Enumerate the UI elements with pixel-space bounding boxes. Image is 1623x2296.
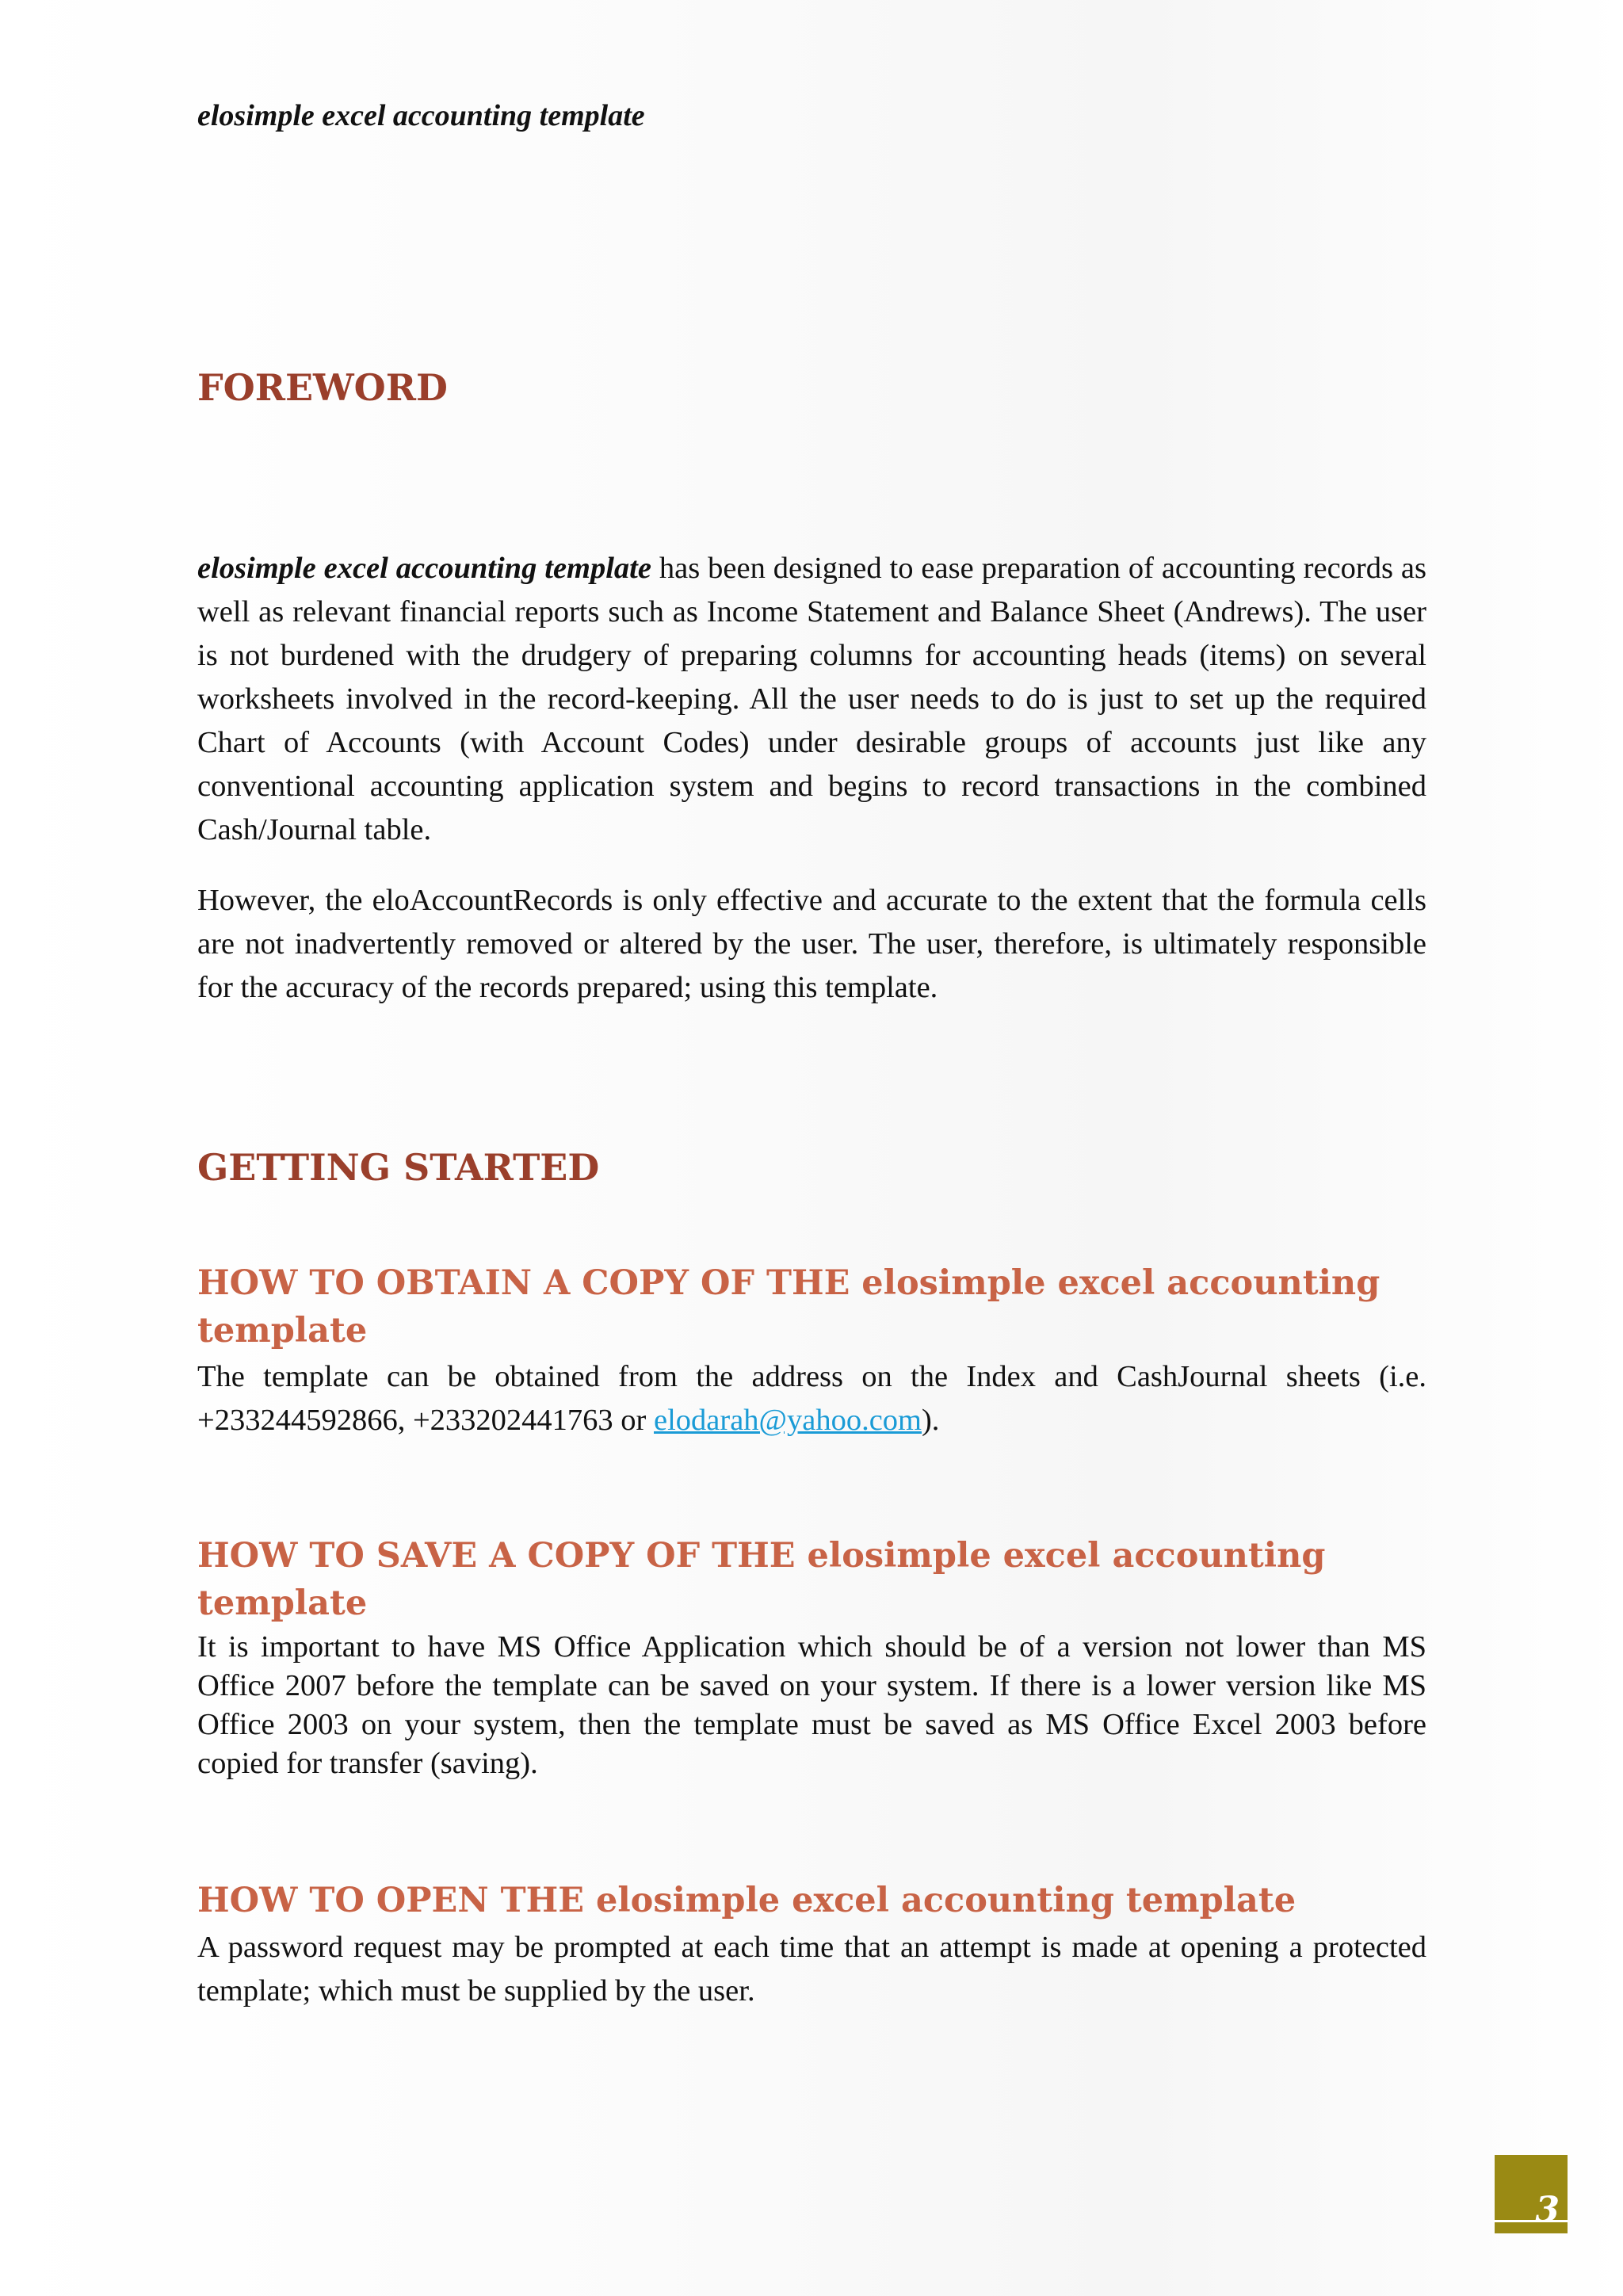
open-template-paragraph: A password request may be prompted at each time that an attempt is made at opening a protected template; which must be supplied by the user. [197,1931,1426,2008]
save-copy-heading: HOW TO SAVE A COPY OF THE elosimple excel accounting template [197,1536,1326,1623]
save-copy-paragraph: It is important to have MS Office Application which should be of a version not lower than MS Office 2007 before the template can be saved on your system. If there is a lower version like MS Office 2003 on your system, then the template must be saved as MS Office Excel 2003 before copied for transfer (saving). [197,1630,1426,1780]
foreword-lead-text: elosimple excel accounting template [197,552,651,585]
obtain-copy-paragraph [197,1355,1426,1442]
open-template-heading: HOW TO OPEN THE elosimple excel accounting template [197,1881,1296,1920]
foreword-heading: FOREWORD [197,366,448,409]
email-link[interactable]: elodarah@yahoo.com [654,1404,922,1437]
getting-started-heading: GETTING STARTED [197,1146,600,1189]
running-header: elosimple excel accounting template [197,99,645,132]
obtain-copy-heading: HOW TO OBTAIN A COPY OF THE elosimple excel accounting template [197,1263,1381,1350]
page-number-badge [1495,2155,1568,2233]
obtain-copy-text: The template can be obtained from the address on the Index and CashJournal sheets (i.e. +233244592866, +233202441763 or [197,1360,1426,1437]
foreword-paragraph-2: However, the eloAccountRecords is only effective and accurate to the extent that the formula cells are not inadvertently removed or altered by the user. The user, therefore, is ultimately responsible for the accuracy of the records prepared; using this template. [197,884,1426,1004]
foreword-paragraph-1 [197,547,1426,852]
obtain-copy-text-end: ). [921,1404,940,1437]
foreword-body-text: has been designed to ease preparation of accounting records as well as relevant financial reports such as Income Statement and Balance Sheet (Andrews). The user is not burdened with the drudgery of preparing columns for accounting heads (items) on several worksheets involved in the record-keeping. All the user needs to do is just to set up the required Chart of Accounts (with Account Codes) under desirable groups of accounts just like any conventional accounting application system and begins to record transactions in the combined Cash/Journal table. [197,552,1426,846]
page-number: 3 [1535,2190,1560,2230]
